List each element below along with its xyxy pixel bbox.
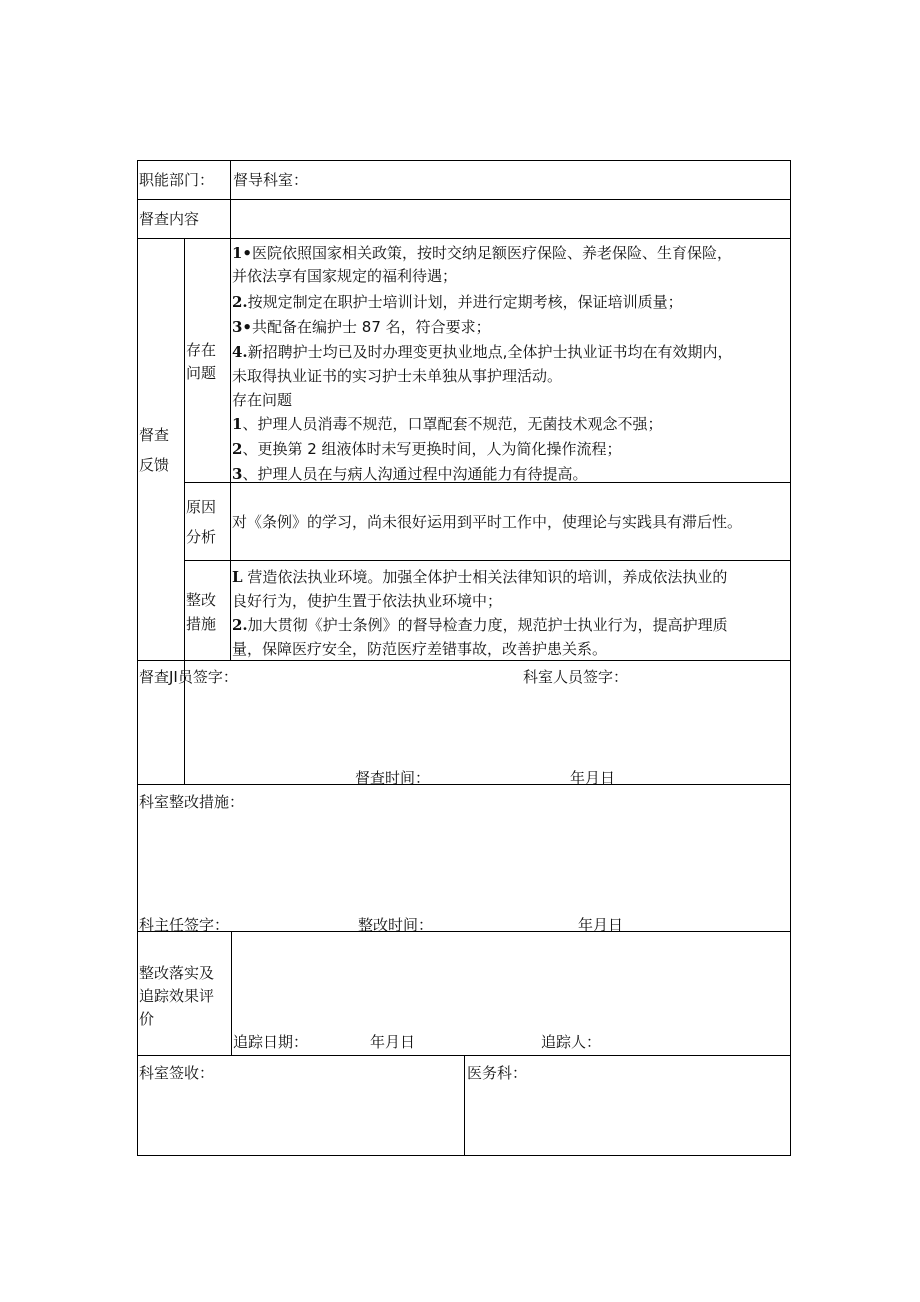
rectification-label: 科室整改措施： [139, 793, 245, 811]
tracking-person-label: 追踪人： [541, 1033, 602, 1051]
cause-label-line2: 分析 [186, 528, 217, 546]
tracking-label-line3: 价 [139, 1010, 155, 1028]
rule-after-content [137, 238, 791, 239]
measure-line: 2.加大贯彻《护士条例》的督导检查力度，规范护士执业行为，提高护理质 [232, 616, 728, 634]
rule-after-signature [137, 784, 791, 785]
measures-label-line1: 整改 [186, 591, 217, 609]
cause-label-line1: 原因 [186, 498, 217, 516]
rectification-date: 年月日 [578, 916, 624, 934]
divider-header-col [230, 160, 231, 238]
measure-line: 良好行为，使护生置于依法执业环境中； [232, 592, 503, 610]
measure-line: L 营造依法执业环境。加强全体护士相关法律知识的培训，养成依法执业的 [232, 568, 728, 586]
dept-staff-sign-label: 科室人员签字： [523, 668, 629, 686]
feedback-label-line1: 督查 [139, 426, 170, 444]
issues-label-line1: 存在 [186, 341, 217, 359]
rule-after-rectification [137, 931, 791, 932]
director-sign-label: 科主任签字： [139, 916, 230, 934]
issue-line: 3、护理人员在与病人沟通过程中沟通能力有待提高。 [232, 465, 588, 483]
divider-sub-col [230, 238, 231, 660]
content-label: 督查内容 [139, 210, 200, 228]
issue-line: 3•共配备在编护士 87 名，符合要求； [232, 318, 491, 336]
dept-receipt-label: 科室签收： [139, 1064, 215, 1082]
medical-dept-label: 医务科： [467, 1064, 528, 1082]
issue-line: 4.新招聘护士均已及时办理变更执业地点,全体护士执业证书均在有效期内， [232, 343, 733, 361]
measures-label-line2: 措施 [186, 615, 217, 633]
issue-line: 2、更换第 2 组液体时未写更换时间，人为简化操作流程； [232, 440, 622, 458]
dept-label: 职能部门： [139, 171, 215, 189]
inspector-sign-label: 督查JI员签字： [139, 668, 238, 686]
supervisor-label: 督导科室： [233, 171, 309, 189]
issue-line: 1、护理人员消毒不规范，口罩配套不规范，无菌技术观念不强； [232, 415, 663, 433]
divider-receipt-col [464, 1055, 465, 1156]
tracking-date-label: 追踪日期： [233, 1033, 309, 1051]
inspection-date: 年月日 [570, 769, 616, 787]
issue-line: 未取得执业证书的实习护士未单独从事护理活动。 [232, 367, 563, 385]
tracking-date-value: 年月日 [370, 1033, 416, 1051]
issue-line: 1•医院依照国家相关政策，按时交纳足额医疗保险、养老保险、生育保险， [232, 244, 733, 262]
measure-line: 量，保障医疗安全，防范医疗差错事故，改善护患关系。 [232, 640, 608, 658]
issue-line: 2.按规定制定在职护士培训计划，并进行定期考核，保证培训质量； [232, 293, 683, 311]
feedback-label-line2: 反馈 [139, 456, 170, 474]
issue-line: 存在问题 [232, 391, 293, 409]
issue-line: 并依法享有国家规定的福利待遇； [232, 267, 458, 285]
divider-feedback-col [184, 238, 185, 784]
rule-after-cause [184, 560, 791, 561]
rectification-time-label: 整改时间： [358, 916, 434, 934]
cause-text: 对《条例》的学习，尚未很好运用到平时工作中，使理论与实践具有滞后性。 [232, 513, 743, 531]
issues-label-line2: 问题 [186, 364, 217, 382]
tracking-label-line2: 追踪效果评 [139, 987, 215, 1005]
rule-after-header [137, 199, 791, 200]
divider-tracking-col [231, 931, 232, 1055]
inspection-time-label: 督查时间： [355, 769, 431, 787]
tracking-label-line1: 整改落实及 [139, 964, 215, 982]
